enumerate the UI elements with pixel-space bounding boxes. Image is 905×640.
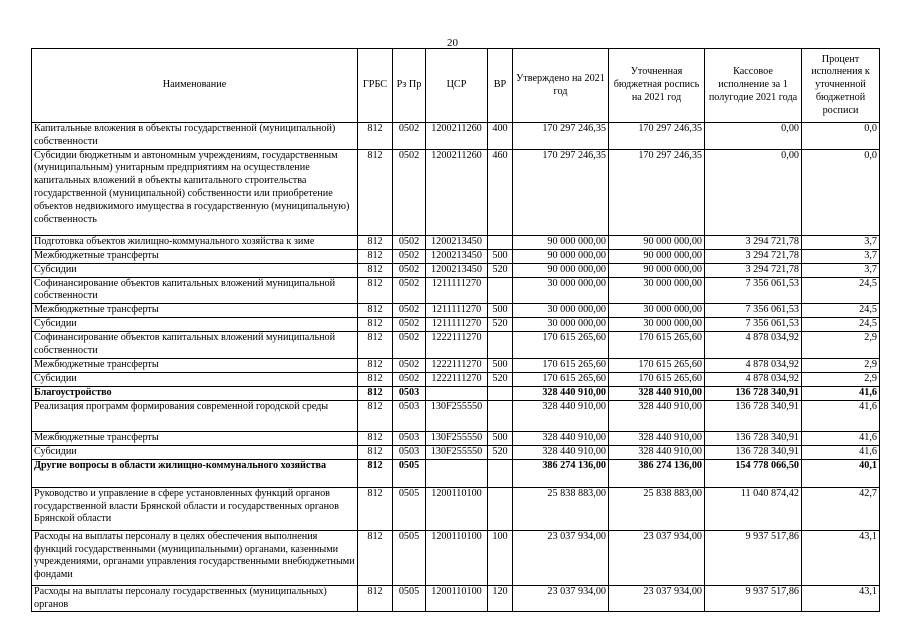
cell-grbs: 812 [358,585,393,612]
cell-rzpr: 0502 [393,235,426,249]
table-header-row [32,49,880,123]
cell-cash: 7 356 061,53 [705,304,802,318]
cell-csr: 1200110100 [426,487,488,530]
cell-refined: 170 615 265,60 [609,332,705,359]
cell-vr: 520 [488,263,513,277]
cell-approved: 30 000 000,00 [513,318,609,332]
cell-refined: 328 440 910,00 [609,386,705,400]
cell-grbs: 812 [358,400,393,431]
cell-csr: 1200110100 [426,530,488,585]
cell-vr [488,332,513,359]
cell-rzpr: 0503 [393,386,426,400]
cell-name: Межбюджетные трансферты [32,358,358,372]
cell-cash: 3 294 721,78 [705,263,802,277]
table-row [32,332,880,359]
cell-rzpr: 0505 [393,459,426,487]
cell-rzpr: 0505 [393,585,426,612]
cell-grbs: 812 [358,386,393,400]
cell-approved: 386 274 136,00 [513,459,609,487]
cell-csr: 1222111270 [426,372,488,386]
cell-vr: 460 [488,149,513,235]
header-percent: Процент исполнения к уточненной бюджетной росписи [802,49,880,123]
cell-approved: 328 440 910,00 [513,431,609,445]
cell-refined: 90 000 000,00 [609,235,705,249]
cell-grbs: 812 [358,459,393,487]
cell-vr: 520 [488,372,513,386]
cell-approved: 23 037 934,00 [513,530,609,585]
cell-grbs: 812 [358,249,393,263]
cell-name: Межбюджетные трансферты [32,304,358,318]
cell-vr [488,235,513,249]
cell-grbs: 812 [358,149,393,235]
cell-refined: 25 838 883,00 [609,487,705,530]
cell-vr: 100 [488,530,513,585]
cell-vr [488,487,513,530]
cell-vr: 520 [488,445,513,459]
cell-name: Другие вопросы в области жилищно-коммунального хозяйства [32,459,358,487]
cell-percent: 0,0 [802,123,880,150]
cell-approved: 25 838 883,00 [513,487,609,530]
cell-refined: 328 440 910,00 [609,431,705,445]
cell-csr: 1222111270 [426,332,488,359]
cell-cash: 0,00 [705,149,802,235]
cell-csr [426,459,488,487]
cell-approved: 30 000 000,00 [513,277,609,304]
cell-csr: 1211111270 [426,277,488,304]
cell-refined: 328 440 910,00 [609,400,705,431]
cell-grbs: 812 [358,123,393,150]
cell-csr: 1200213450 [426,235,488,249]
cell-vr [488,459,513,487]
cell-refined: 90 000 000,00 [609,263,705,277]
cell-name: Межбюджетные трансферты [32,249,358,263]
cell-approved: 30 000 000,00 [513,304,609,318]
cell-rzpr: 0502 [393,123,426,150]
cell-csr: 1222111270 [426,358,488,372]
budget-table [31,48,880,612]
table-row [32,249,880,263]
cell-refined: 30 000 000,00 [609,304,705,318]
cell-csr [426,386,488,400]
cell-percent: 40,1 [802,459,880,487]
cell-name: Реализация программ формирования современной городской среды [32,400,358,431]
cell-csr: 1200211260 [426,123,488,150]
cell-cash: 154 778 066,50 [705,459,802,487]
cell-cash: 3 294 721,78 [705,235,802,249]
table-row [32,386,880,400]
cell-csr: 1200213450 [426,263,488,277]
cell-cash: 136 728 340,91 [705,400,802,431]
cell-cash: 9 937 517,86 [705,585,802,612]
cell-refined: 30 000 000,00 [609,277,705,304]
cell-refined: 170 615 265,60 [609,372,705,386]
cell-name: Расходы на выплаты персоналу в целях обеспечения выполнения функций государственными (муниципальными) органами, казенными учреждениями, органами управления государственными внебюджетными фондами [32,530,358,585]
cell-cash: 0,00 [705,123,802,150]
cell-csr: 130F255550 [426,431,488,445]
cell-approved: 170 615 265,60 [513,332,609,359]
cell-name: Субсидии [32,445,358,459]
cell-csr: 130F255550 [426,400,488,431]
cell-rzpr: 0502 [393,332,426,359]
header-cash: Кассовое исполнение за 1 полугодие 2021 года [705,49,802,123]
cell-percent: 3,7 [802,263,880,277]
cell-grbs: 812 [358,277,393,304]
cell-percent: 0,0 [802,149,880,235]
cell-name: Расходы на выплаты персоналу государственных (муниципальных) органов [32,585,358,612]
cell-name: Благоустройство [32,386,358,400]
cell-csr: 1211111270 [426,304,488,318]
cell-refined: 328 440 910,00 [609,445,705,459]
cell-approved: 90 000 000,00 [513,249,609,263]
header-csr: ЦСР [426,49,488,123]
table-row [32,263,880,277]
cell-rzpr: 0503 [393,445,426,459]
cell-name: Субсидии [32,318,358,332]
cell-refined: 170 297 246,35 [609,149,705,235]
cell-cash: 136 728 340,91 [705,431,802,445]
cell-vr: 520 [488,318,513,332]
table-row [32,318,880,332]
cell-cash: 11 040 874,42 [705,487,802,530]
cell-vr: 500 [488,358,513,372]
cell-approved: 90 000 000,00 [513,263,609,277]
cell-csr: 1211111270 [426,318,488,332]
cell-vr [488,386,513,400]
cell-grbs: 812 [358,358,393,372]
cell-refined: 90 000 000,00 [609,249,705,263]
cell-vr: 500 [488,249,513,263]
cell-refined: 386 274 136,00 [609,459,705,487]
cell-csr: 1200110100 [426,585,488,612]
cell-percent: 43,1 [802,585,880,612]
cell-rzpr: 0503 [393,400,426,431]
cell-name: Субсидии бюджетным и автономным учреждениям, государственным (муниципальным) унитарным предприятиям на осуществление капитальных вложений в объекты капитального строительства государственной (муниципальной) собственности или приобретение объектов недвижимого имущества в государственную (муниципальную) собственность [32,149,358,235]
table-row [32,530,880,585]
cell-percent: 41,6 [802,400,880,431]
cell-name: Межбюджетные трансферты [32,431,358,445]
cell-percent: 2,9 [802,372,880,386]
cell-approved: 328 440 910,00 [513,386,609,400]
header-rzpr: Рз Пр [393,49,426,123]
cell-rzpr: 0502 [393,372,426,386]
cell-grbs: 812 [358,530,393,585]
cell-vr: 500 [488,304,513,318]
cell-name: Субсидии [32,263,358,277]
table-row [32,400,880,431]
cell-rzpr: 0505 [393,530,426,585]
cell-grbs: 812 [358,332,393,359]
cell-name: Руководство и управление в сфере установленных функций органов государственной власти Брянской области и государственных органов Брянской области [32,487,358,530]
cell-percent: 41,6 [802,431,880,445]
cell-percent: 24,5 [802,277,880,304]
cell-grbs: 812 [358,445,393,459]
cell-percent: 43,1 [802,530,880,585]
cell-percent: 42,7 [802,487,880,530]
header-refined: Уточненная бюджетная роспись на 2021 год [609,49,705,123]
cell-refined: 170 297 246,35 [609,123,705,150]
cell-cash: 4 878 034,92 [705,332,802,359]
cell-vr: 120 [488,585,513,612]
cell-rzpr: 0502 [393,304,426,318]
cell-rzpr: 0502 [393,263,426,277]
cell-rzpr: 0502 [393,249,426,263]
cell-approved: 170 297 246,35 [513,123,609,150]
page-number: 20 [447,37,458,49]
cell-grbs: 812 [358,431,393,445]
cell-name: Софинансирование объектов капитальных вложений муниципальной собственности [32,277,358,304]
cell-cash: 4 878 034,92 [705,372,802,386]
cell-csr: 130F255550 [426,445,488,459]
cell-name: Подготовка объектов жилищно-коммунального хозяйства к зиме [32,235,358,249]
cell-vr: 400 [488,123,513,150]
cell-csr: 1200211260 [426,149,488,235]
cell-percent: 24,5 [802,304,880,318]
cell-csr: 1200213450 [426,249,488,263]
cell-rzpr: 0505 [393,487,426,530]
cell-rzpr: 0502 [393,277,426,304]
cell-grbs: 812 [358,263,393,277]
cell-cash: 9 937 517,86 [705,530,802,585]
cell-grbs: 812 [358,372,393,386]
cell-approved: 170 615 265,60 [513,358,609,372]
cell-refined: 170 615 265,60 [609,358,705,372]
cell-grbs: 812 [358,304,393,318]
cell-approved: 90 000 000,00 [513,235,609,249]
cell-approved: 170 615 265,60 [513,372,609,386]
cell-percent: 24,5 [802,318,880,332]
table-row [32,123,880,150]
cell-name: Капитальные вложения в объекты государственной (муниципальной) собственности [32,123,358,150]
cell-cash: 136 728 340,91 [705,386,802,400]
cell-name: Софинансирование объектов капитальных вложений муниципальной собственности [32,332,358,359]
cell-cash: 7 356 061,53 [705,318,802,332]
cell-approved: 328 440 910,00 [513,400,609,431]
cell-percent: 2,9 [802,332,880,359]
cell-approved: 170 297 246,35 [513,149,609,235]
cell-cash: 7 356 061,53 [705,277,802,304]
header-grbs: ГРБС [358,49,393,123]
table-row [32,431,880,445]
cell-percent: 2,9 [802,358,880,372]
cell-refined: 30 000 000,00 [609,318,705,332]
cell-rzpr: 0502 [393,149,426,235]
table-row [32,149,880,235]
cell-vr [488,400,513,431]
table-row [32,585,880,612]
cell-refined: 23 037 934,00 [609,585,705,612]
table-row [32,235,880,249]
cell-vr [488,277,513,304]
table-row [32,459,880,487]
cell-cash: 136 728 340,91 [705,445,802,459]
cell-grbs: 812 [358,235,393,249]
cell-rzpr: 0502 [393,358,426,372]
header-approved: Утверждено на 2021 год [513,49,609,123]
cell-vr: 500 [488,431,513,445]
table-row [32,358,880,372]
cell-approved: 328 440 910,00 [513,445,609,459]
cell-rzpr: 0502 [393,318,426,332]
header-vr: ВР [488,49,513,123]
cell-percent: 3,7 [802,235,880,249]
cell-percent: 41,6 [802,445,880,459]
table-row [32,372,880,386]
table-row [32,304,880,318]
cell-cash: 4 878 034,92 [705,358,802,372]
table-row [32,445,880,459]
cell-percent: 41,6 [802,386,880,400]
cell-grbs: 812 [358,487,393,530]
table-row [32,277,880,304]
table-row [32,487,880,530]
cell-approved: 23 037 934,00 [513,585,609,612]
cell-cash: 3 294 721,78 [705,249,802,263]
cell-rzpr: 0503 [393,431,426,445]
cell-refined: 23 037 934,00 [609,530,705,585]
cell-grbs: 812 [358,318,393,332]
header-name: Наименование [32,49,358,123]
cell-name: Субсидии [32,372,358,386]
cell-percent: 3,7 [802,249,880,263]
